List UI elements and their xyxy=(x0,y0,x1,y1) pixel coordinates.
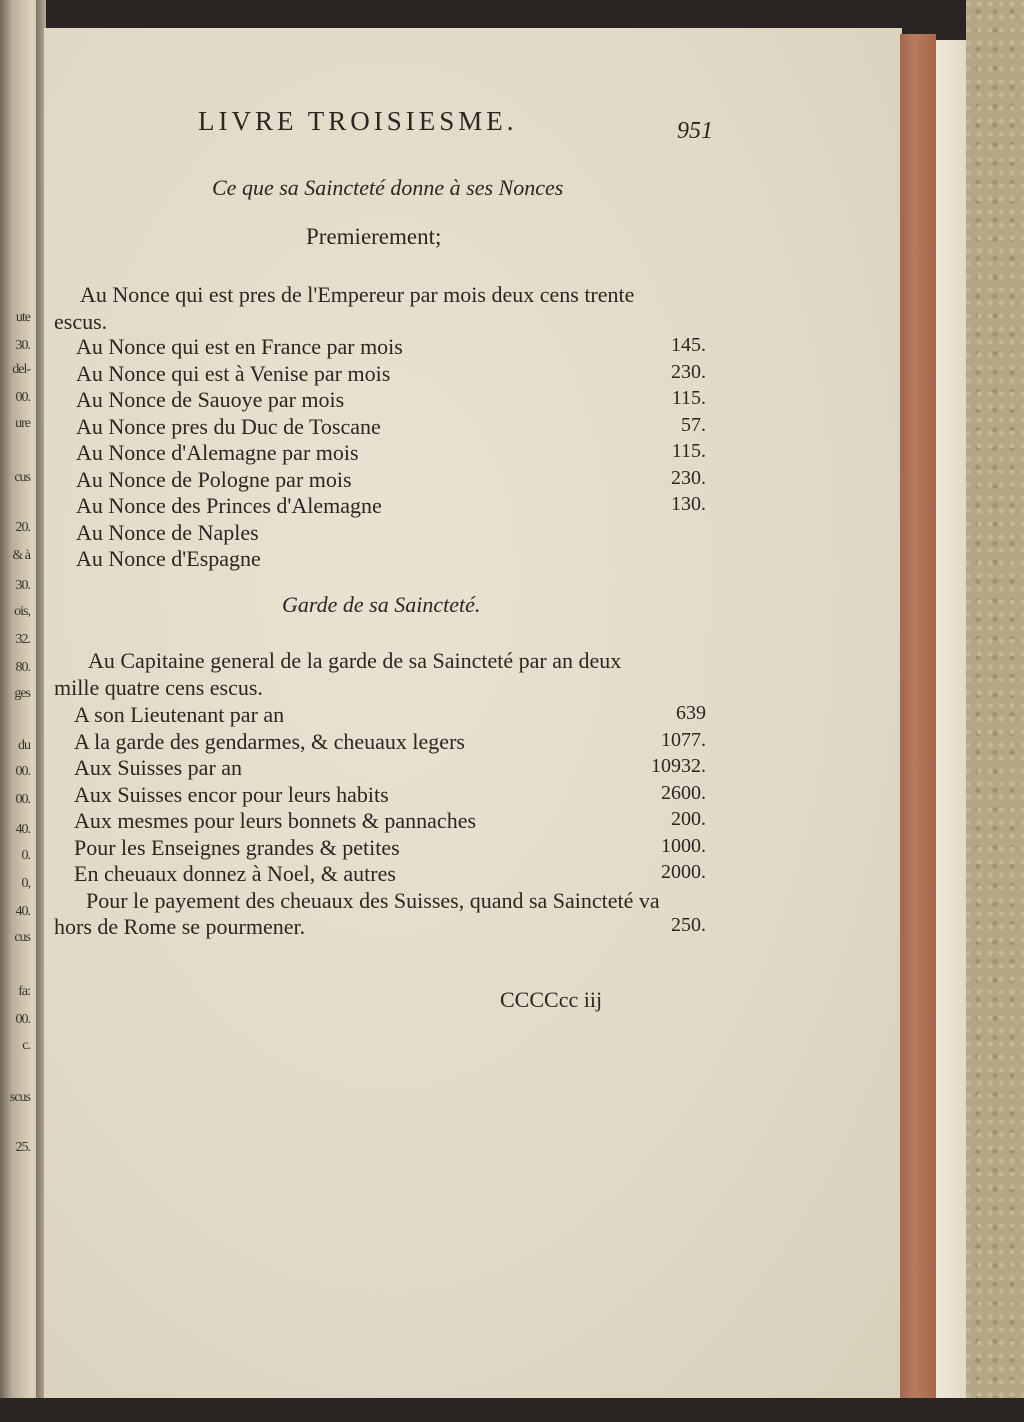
entry-text: hors de Rome se pourmener. xyxy=(54,914,306,939)
entry-text: Aux mesmes pour leurs bonnets & pannaches xyxy=(74,808,477,833)
entry-text: Au Nonce de Pologne par mois xyxy=(76,466,352,492)
facing-page-fragment: cus xyxy=(14,930,30,945)
facing-page-fragment: 40. xyxy=(15,904,30,919)
entry-text: Au Nonce pres du Duc de Toscane xyxy=(76,413,381,439)
ledger-entry xyxy=(54,546,706,573)
entry-text: Au Nonce des Princes d'Alemagne xyxy=(76,493,382,518)
facing-page-fragment: cus xyxy=(14,470,30,485)
entry-amount: 230. xyxy=(671,466,706,489)
facing-page-fragment: c. xyxy=(22,1038,30,1053)
final-entry xyxy=(54,914,706,941)
entry-text: En cheuaux donnez à Noel, & autres xyxy=(74,861,396,886)
facing-page-fragment: 00. xyxy=(15,792,30,807)
ledger-entry xyxy=(54,467,706,494)
facing-page-fragment: ute xyxy=(15,310,30,325)
entry-amount: 2600. xyxy=(661,781,706,804)
section-title-garde: Garde de sa Saincteté. xyxy=(282,592,481,617)
entry-amount: 639 xyxy=(676,702,706,724)
ledger-entry xyxy=(54,520,706,547)
ledger-entry xyxy=(54,440,706,467)
page-edges-red xyxy=(900,34,936,1400)
entry-text: Aux Suisses par an xyxy=(74,755,243,780)
entry-text: Au Capitaine general de la garde de sa Saincteté par an deux xyxy=(88,648,622,673)
facing-page-fragment: 32. xyxy=(15,632,30,647)
facing-page-fragment: 30. xyxy=(15,578,30,593)
ledger-entry xyxy=(54,387,706,414)
entry-text: Au Nonce d'Espagne xyxy=(76,546,261,571)
ledger-entry xyxy=(54,414,706,441)
facing-page-fragment: 00. xyxy=(15,1012,30,1027)
entry-text: Aux Suisses encor pour leurs habits xyxy=(74,781,389,807)
facing-page-fragment: 0, xyxy=(21,876,30,891)
facing-page-fragment: 80. xyxy=(15,660,30,675)
intro-line xyxy=(54,675,706,702)
signature-mark: CCCCcc iij xyxy=(500,987,603,1012)
facing-page-fragment: du xyxy=(18,738,30,753)
ledger-entry xyxy=(54,861,706,888)
page-number: 951 xyxy=(677,118,713,144)
facing-page-fragment: ure xyxy=(15,416,30,431)
intro-line xyxy=(54,309,706,336)
facing-page-fragment: fa: xyxy=(18,984,30,999)
entry-text: Au Nonce qui est à Venise par mois xyxy=(76,360,391,386)
facing-page-fragment: 30. xyxy=(15,338,30,353)
facing-page-fragment: ges xyxy=(14,686,30,701)
entry-amount: 115. xyxy=(671,440,706,462)
facing-page-edge xyxy=(0,0,40,1422)
entry-text: Au Nonce qui est en France par mois xyxy=(76,334,403,359)
ledger-entry xyxy=(54,782,706,809)
ledger-entry xyxy=(54,729,706,756)
ledger-entry xyxy=(54,361,706,388)
entry-amount: 130. xyxy=(671,493,706,515)
facing-page-fragment: 0. xyxy=(21,848,30,863)
facing-page-fragment: 00. xyxy=(15,764,30,779)
ledger-entry xyxy=(54,755,706,782)
facing-page-fragment: scus xyxy=(9,1090,30,1105)
facing-page-fragment: del- xyxy=(12,362,30,377)
entry-text: escus. xyxy=(54,309,108,334)
final-entry xyxy=(54,888,706,915)
entry-text: Pour le payement des cheuaux des Suisses, quand sa Saincteté va xyxy=(86,887,660,913)
entry-amount: 145. xyxy=(671,334,706,356)
entry-amount: 200. xyxy=(671,808,706,830)
facing-page-fragment: 20. xyxy=(15,520,30,535)
facing-page-fragment: 25. xyxy=(15,1140,30,1155)
intro-line xyxy=(54,648,706,675)
entry-amount: 1077. xyxy=(661,728,706,751)
ledger-entry xyxy=(54,334,706,361)
entry-text: Au Nonce d'Alemagne par mois xyxy=(76,440,359,465)
facing-page-fragment: & à xyxy=(12,548,30,563)
facing-page-fragment: ois, xyxy=(14,604,30,619)
section-subtitle: Premierement; xyxy=(306,224,442,249)
entry-amount: 1000. xyxy=(661,834,706,857)
entry-amount: 250. xyxy=(671,914,706,936)
ledger-entry xyxy=(54,808,706,835)
running-head: LIVRE TROISIESME. xyxy=(198,106,518,136)
facing-page-fragment: 40. xyxy=(15,822,30,837)
entry-amount: 230. xyxy=(671,360,706,383)
binding-board xyxy=(966,0,1024,1422)
ledger-entry xyxy=(54,493,706,520)
intro-line xyxy=(54,282,706,309)
entry-text: Pour les Enseignes grandes & petites xyxy=(74,834,400,860)
entry-amount: 2000. xyxy=(661,861,706,883)
entry-text: mille quatre cens escus. xyxy=(54,675,263,700)
entry-text: Au Nonce qui est pres de l'Empereur par mois deux cens trente xyxy=(80,282,635,307)
ledger-entry xyxy=(54,702,706,729)
bottom-shadow xyxy=(0,1398,1024,1422)
entry-text: Au Nonce de Naples xyxy=(76,519,259,545)
entry-text: A la garde des gendarmes, & cheuaux legers xyxy=(74,728,465,754)
page-edges xyxy=(936,40,966,1398)
ledger-entry xyxy=(54,835,706,862)
entry-text: Au Nonce de Sauoye par mois xyxy=(76,387,345,412)
facing-page-fragment: 00. xyxy=(15,390,30,405)
entry-text: A son Lieutenant par an xyxy=(74,702,285,727)
entry-amount: 10932. xyxy=(651,755,706,777)
entry-amount: 57. xyxy=(681,413,706,436)
section-title-nonces: Ce que sa Saincteté donne à ses Nonces xyxy=(212,175,564,200)
entry-amount: 115. xyxy=(671,387,706,409)
